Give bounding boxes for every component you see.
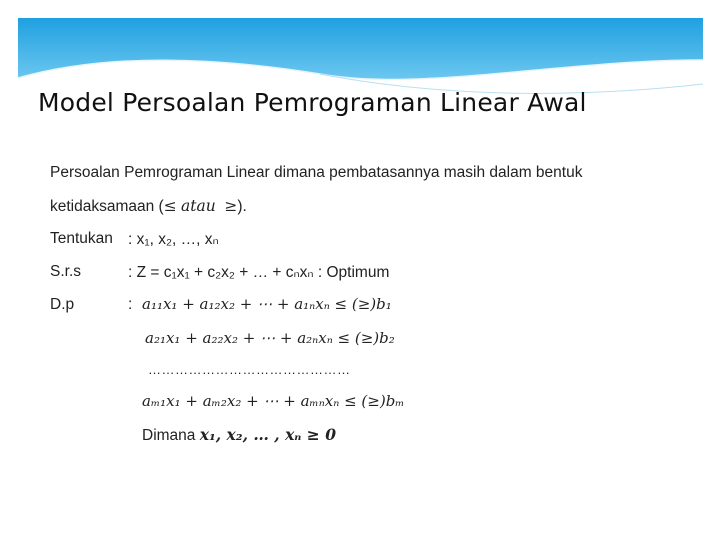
- intro-line-1: Persoalan Pemrograman Linear dimana pembatasannya masih dalam bentuk: [50, 164, 583, 181]
- constraint-2: a₂₁x₁ + a₂₂x₂ + ⋯ + a₂ₙxₙ ≤ (≥)b₂: [145, 329, 395, 347]
- dimana-label: Dimana: [142, 427, 196, 444]
- nonnegativity-line: [142, 425, 336, 445]
- slide-title: Model Persoalan Pemrograman Linear Awal: [38, 88, 587, 117]
- constraint-1: a₁₁x₁ + a₁₂x₂ + ⋯ + a₁ₙxₙ ≤ (≥)b₁: [142, 295, 392, 313]
- intro-suffix: ).: [237, 198, 247, 215]
- dp-label: D.p: [50, 296, 75, 313]
- srs-value: : Z = c₁x₁ + c₂x₂ + … + cₙxₙ : Optimum: [128, 264, 390, 281]
- tentukan-value: : x₁, x₂, …, xₙ: [128, 231, 219, 248]
- intro-line-2: [50, 197, 247, 216]
- ge-symbol: ≥: [224, 197, 238, 215]
- intro-prefix: ketidaksamaan (: [50, 198, 164, 215]
- le-symbol: ≤: [163, 197, 177, 215]
- dimana-value: x₁, x₂, … , xₙ ≥ 0: [199, 425, 336, 444]
- constraint-m: aₘ₁x₁ + aₘ₂x₂ + ⋯ + aₘₙxₙ ≤ (≥)bₘ: [142, 392, 405, 410]
- atau-word: atau: [181, 197, 216, 215]
- srs-label: S.r.s: [50, 263, 82, 280]
- dp-colon: :: [128, 296, 133, 313]
- tentukan-label: Tentukan: [50, 230, 113, 247]
- dots-separator: ………………………………………: [148, 362, 351, 377]
